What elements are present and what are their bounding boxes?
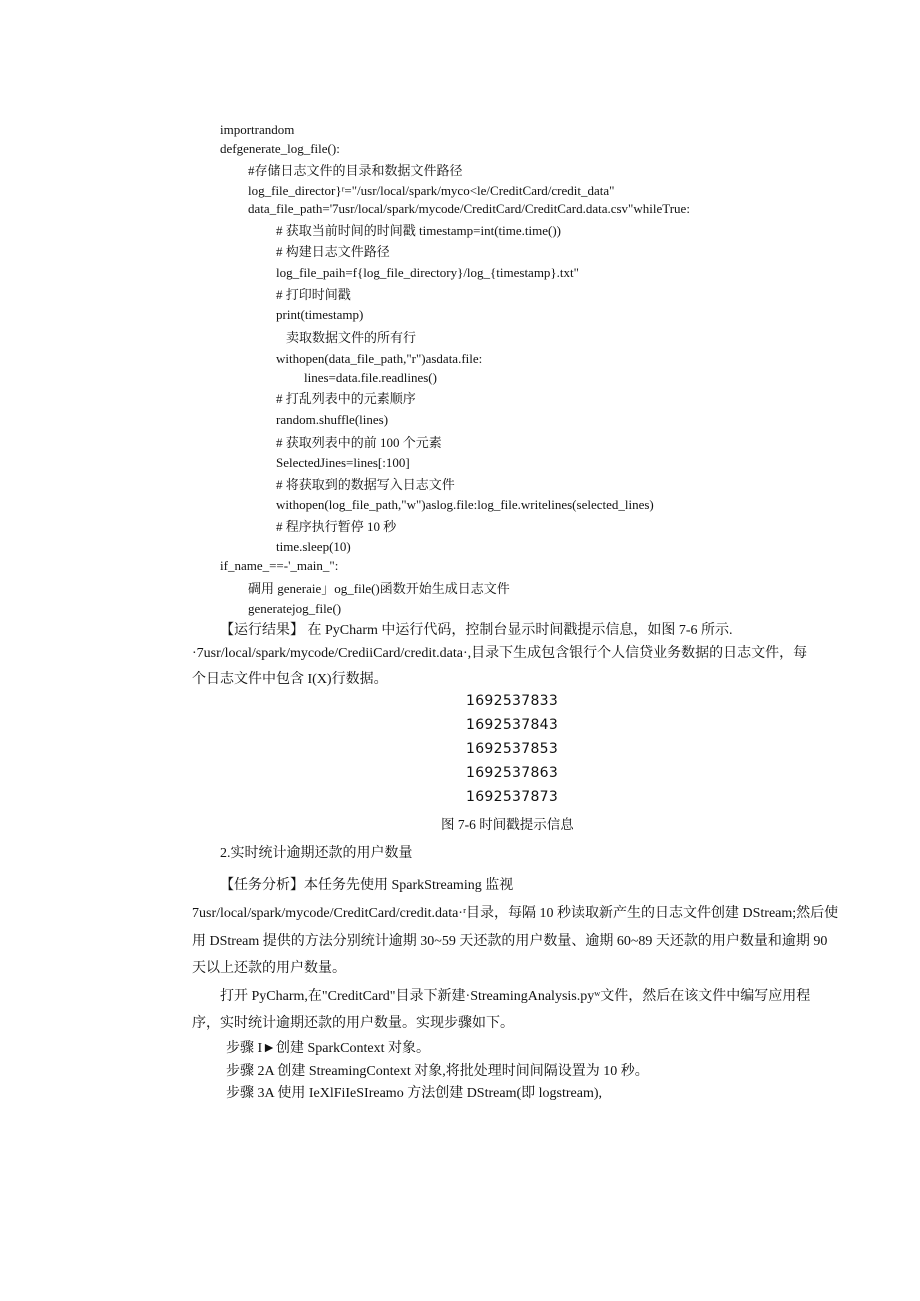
- code-line-24: generatejog_file(): [248, 601, 342, 616]
- step-1: 步骤 I►创建 SparkContext 对象。: [226, 1041, 431, 1056]
- code-line-5: data_file_path='7usr/local/spark/mycode/CreditCard/CreditCard.data.csv"whileTrue:: [248, 201, 690, 216]
- task-line-3: 用 DStream 提供的方法分别统计逾期 30~59 天还款的用户数量、逾期 60~89 天还款的用户数量和逾期 90: [192, 934, 828, 949]
- result-line-2: ·7usr/local/spark/mycode/CrediiCard/credit.data·,目录下生成包含银行个人信贷业务数据的日志文件，每: [192, 646, 808, 661]
- section-heading: 2.实时统计逾期还款的用户数量: [220, 846, 413, 861]
- result-line-1: 【运行结果】 在 PyCharm 中运行代码，控制台显示时间戳提示信息，如图 7-6 所示.: [220, 623, 733, 638]
- code-line-15: random.shuffle(lines): [276, 412, 389, 427]
- task-line-2: 7usr/local/spark/mycode/CreditCard/credit.data·ʳ目录，每隔 10 秒读取新产生的日志文件创建 DStream;然后使: [192, 906, 839, 921]
- task-line-1: 【任务分析】本任务先使用 SparkStreaming 监视: [220, 878, 514, 893]
- result-line-3: 个日志文件中包含 I(X)行数据。: [192, 672, 388, 687]
- code-line-4: log_file_director}ʳ="/usr/local/spark/myco<le/CreditCard/credit_data": [248, 183, 615, 198]
- code-line-14: # 打乱列表中的元素顺序: [276, 391, 416, 406]
- step-3: 步骤 3A 使用 IeXlFiIeSIreamo 方法创建 DStream(即 logstream),: [226, 1086, 602, 1101]
- code-line-18: # 将获取到的数据写入日志文件: [276, 477, 455, 492]
- code-line-12: withopen(data_file_path,"r")asdata.file:: [276, 351, 483, 366]
- task-line-4: 天以上还款的用户数量。: [192, 961, 346, 976]
- code-line-20: # 程序执行暂停 10 秒: [276, 519, 397, 534]
- code-line-21: time.sleep(10): [276, 539, 351, 554]
- code-line-13: lines=data.file.readlines(): [304, 370, 437, 385]
- code-line-11: 卖取数据文件的所有行: [286, 330, 417, 345]
- step-2: 步骤 2A 创建 StreamingContext 对象,将批处理时间间隔设置为 10 秒。: [226, 1064, 649, 1079]
- code-line-3: #存储日志文件的目录和数据文件路径: [248, 163, 463, 178]
- open-line-1: 打开 PyCharm,在"CreditCard"目录下新建·StreamingAnalysis.pyʷ文件，然后在该文件中编写应用程: [220, 989, 811, 1004]
- timestamp-4: 1692537863: [466, 765, 559, 781]
- code-line-8: log_file_paih=f{log_file_directory}/log_{timestamp}.txt": [276, 265, 579, 280]
- timestamp-3: 1692537853: [466, 741, 559, 757]
- open-line-2: 序，实时统计逾期还款的用户数量。实现步骤如下。: [192, 1016, 514, 1031]
- code-line-23: 碉用 generaie」og_file()函数开始生成日志文件: [248, 581, 510, 596]
- timestamp-1: 1692537833: [466, 693, 559, 709]
- code-line-22: if_name_==-'_main_":: [220, 558, 339, 573]
- figure-caption: 图 7-6 时间戳提示信息: [441, 817, 574, 832]
- timestamp-5: 1692537873: [466, 789, 559, 805]
- code-line-7: # 构建日志文件路径: [276, 244, 390, 259]
- code-line-17: SelectedJines=lines[:100]: [276, 455, 410, 470]
- code-line-2: defgenerate_log_file():: [220, 141, 340, 156]
- code-line-16: # 获取列表中的前 100 个元素: [276, 435, 442, 450]
- code-line-9: # 打印时间戳: [276, 287, 351, 302]
- code-line-19: withopen(log_file_path,"w")aslog.file:log_file.writelines(selected_lines): [276, 497, 654, 512]
- code-line-10: print(timestamp): [276, 307, 364, 322]
- timestamp-2: 1692537843: [466, 717, 559, 733]
- code-line-1: importrandom: [220, 122, 295, 137]
- code-line-6: # 获取当前时间的时间戳 timestamp=int(time.time()): [276, 223, 561, 238]
